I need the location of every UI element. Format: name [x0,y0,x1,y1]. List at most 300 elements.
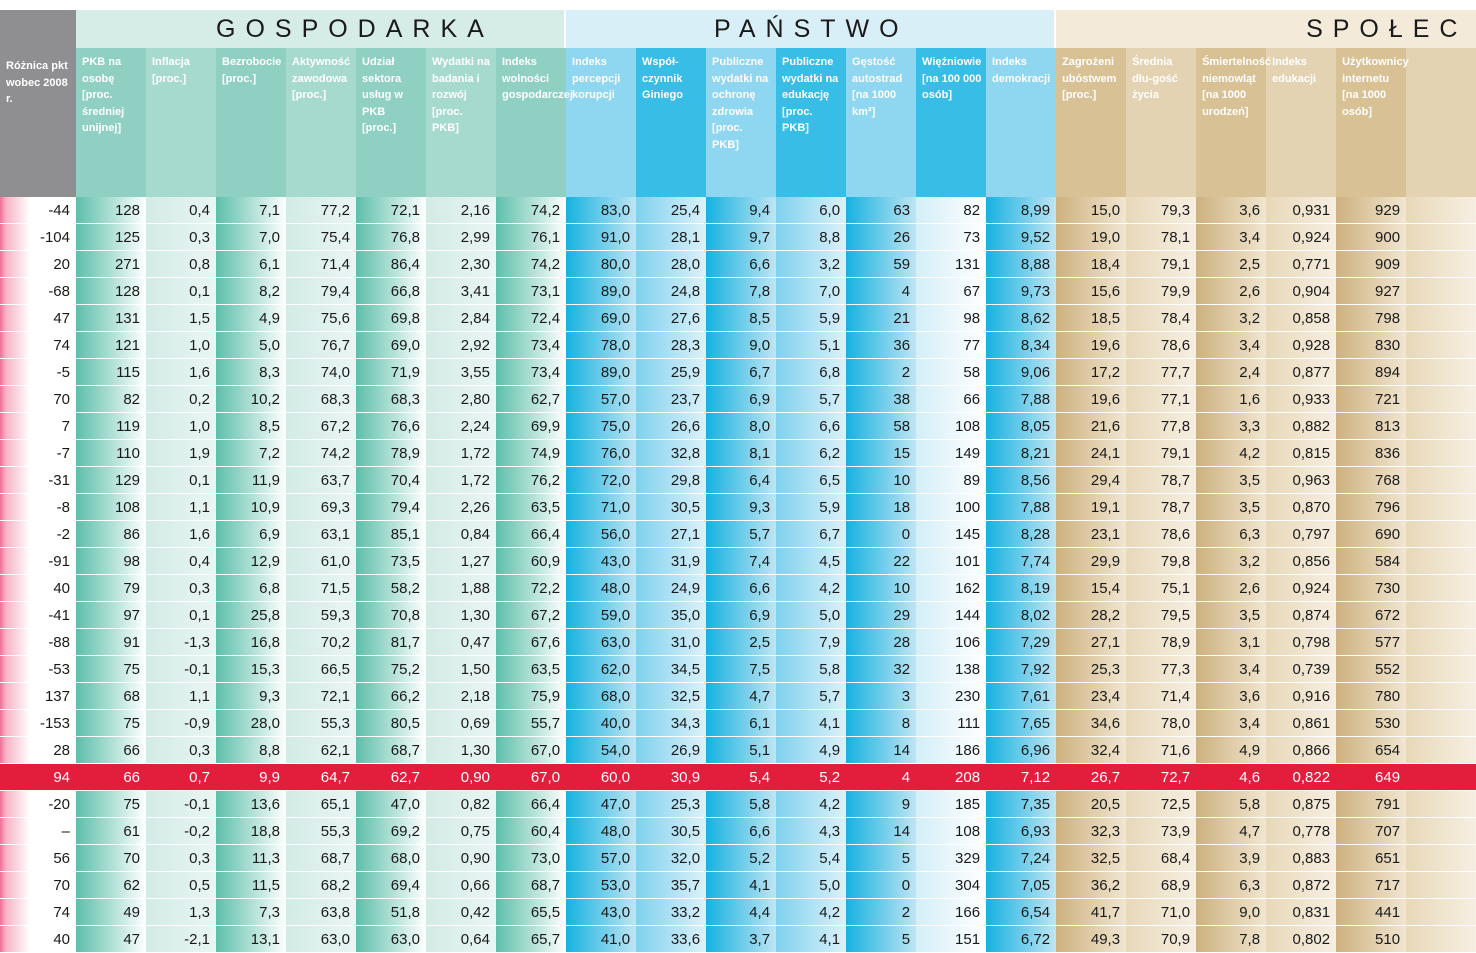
table-cell: 5,2 [776,764,846,791]
table-cell: 25,9 [636,359,706,386]
table-cell: 1,0 [146,332,216,359]
table-cell: 730 [1336,575,1406,602]
table-cell: 61 [76,818,146,845]
cell-difference: 70 [0,872,76,899]
table-cell: 63 [846,197,916,224]
table-cell: 24,9 [636,575,706,602]
table-cell: 27,1 [1056,629,1126,656]
table-cell: 68,7 [496,872,566,899]
table-cell: 0,904 [1266,278,1336,305]
table-cell: 89 [916,467,986,494]
table-cell: 16,8 [216,629,286,656]
table-cell: 49,3 [1056,926,1126,953]
table-cell: 0,861 [1266,710,1336,737]
table-cell: 31,0 [636,629,706,656]
table-cell: 80,0 [566,251,636,278]
table-cell: 0 [846,872,916,899]
table-cell: 138 [916,656,986,683]
table-cell: 768 [1336,467,1406,494]
table-cell: 64,7 [286,764,356,791]
table-cell: 3,5 [1196,467,1266,494]
table-cell: 71,4 [1126,683,1196,710]
table-cell: 78,4 [1126,305,1196,332]
table-cell: 67,0 [496,737,566,764]
table-cell: 128 [76,278,146,305]
table-cell: 0,771 [1266,251,1336,278]
table-cell: 0,1 [146,278,216,305]
table-cell [1406,332,1476,359]
table-cell: 13,6 [216,791,286,818]
table-cell: 32,0 [636,845,706,872]
table-cell: 86,4 [356,251,426,278]
table-cell: 69,4 [356,872,426,899]
cell-difference: 40 [0,575,76,602]
table-cell: 7,35 [986,791,1056,818]
table-cell: 6,9 [706,386,776,413]
table-cell: 780 [1336,683,1406,710]
table-cell: 4,1 [776,926,846,953]
table-cell: 5,0 [216,332,286,359]
table-cell: 1,5 [146,305,216,332]
table-row [0,602,1476,629]
table-cell: 5,8 [1196,791,1266,818]
table-cell: 3,4 [1196,332,1266,359]
table-cell: 70,9 [1126,926,1196,953]
table-cell: 6,72 [986,926,1056,953]
table-cell: 8,1 [706,440,776,467]
table-cell: 24,1 [1056,440,1126,467]
column-header-19 [1406,48,1476,197]
table-cell: 28,0 [636,251,706,278]
table-cell: 7,8 [1196,926,1266,953]
table-cell: 76,2 [496,467,566,494]
cell-difference: -53 [0,656,76,683]
table-cell: 230 [916,683,986,710]
table-cell: 6,3 [1196,521,1266,548]
table-cell: 6,8 [216,575,286,602]
table-cell: 110 [76,440,146,467]
table-cell: 67 [916,278,986,305]
table-cell: 8 [846,710,916,737]
table-cell [1406,845,1476,872]
table-row [0,521,1476,548]
table-cell: 106 [916,629,986,656]
table-cell: 1,6 [146,521,216,548]
table-cell: 15,4 [1056,575,1126,602]
table-cell: 3,5 [1196,494,1266,521]
table-row [0,629,1476,656]
table-cell: 8,2 [216,278,286,305]
table-cell: 6,6 [706,251,776,278]
table-cell: 66,5 [286,656,356,683]
column-header-2: Bezrobocie [proc.] [216,48,286,197]
table-cell: 3,9 [1196,845,1266,872]
table-cell: 26 [846,224,916,251]
table-cell: 23,4 [1056,683,1126,710]
table-cell: 115 [76,359,146,386]
table-cell: 43,0 [566,548,636,575]
table-cell: 19,6 [1056,332,1126,359]
table-cell: 108 [916,818,986,845]
table-cell: 108 [916,413,986,440]
table-cell: 38 [846,386,916,413]
table-cell: -1,3 [146,629,216,656]
table-cell: 651 [1336,845,1406,872]
table-cell: 1,27 [426,548,496,575]
table-cell: 2,30 [426,251,496,278]
table-cell: 68,7 [286,845,356,872]
table-cell: 9,3 [216,683,286,710]
table-cell: 672 [1336,602,1406,629]
table-cell: 836 [1336,440,1406,467]
table-cell: 6,93 [986,818,1056,845]
table-cell: 144 [916,602,986,629]
table-cell: 40,0 [566,710,636,737]
cell-difference: -68 [0,278,76,305]
table-cell: 3,2 [1196,548,1266,575]
table-cell: 66,4 [496,791,566,818]
cell-difference: 56 [0,845,76,872]
table-cell: 71,5 [286,575,356,602]
table-cell: 62,1 [286,737,356,764]
table-cell: 11,9 [216,467,286,494]
table-row [0,386,1476,413]
table-cell: 78,9 [356,440,426,467]
table-cell: 6,1 [216,251,286,278]
table-cell: 75,9 [496,683,566,710]
table-cell: 58 [846,413,916,440]
table-row [0,737,1476,764]
table-cell: 7,88 [986,494,1056,521]
table-cell: 830 [1336,332,1406,359]
table-cell: 1,1 [146,683,216,710]
table-cell: 8,34 [986,332,1056,359]
table-cell: 19,1 [1056,494,1126,521]
table-cell: 79,9 [1126,278,1196,305]
column-header-8: Współ-czynnik Giniego [636,48,706,197]
table-cell: 1,1 [146,494,216,521]
table-cell: 69,0 [356,332,426,359]
table-cell: 131 [76,305,146,332]
table-cell: 15,6 [1056,278,1126,305]
table-cell: 77,2 [286,197,356,224]
table-cell: 73,4 [496,359,566,386]
table-cell: 584 [1336,548,1406,575]
table-cell: 62,7 [356,764,426,791]
table-cell: 10,9 [216,494,286,521]
table-cell: 151 [916,926,986,953]
table-cell: 22 [846,548,916,575]
table-cell: 59,0 [566,602,636,629]
table-cell: 23,1 [1056,521,1126,548]
table-cell: 8,99 [986,197,1056,224]
table-row [0,656,1476,683]
table-cell: 166 [916,899,986,926]
table-cell: 0,856 [1266,548,1336,575]
column-header-3: Aktywność zawodowa [proc.] [286,48,356,197]
table-cell: 0,5 [146,872,216,899]
table-row [0,710,1476,737]
table-cell: 58,2 [356,575,426,602]
table-cell: 81,7 [356,629,426,656]
table-cell: 32,3 [1056,818,1126,845]
table-cell: 0,3 [146,737,216,764]
table-cell: 69,0 [566,305,636,332]
table-cell: 98 [916,305,986,332]
table-cell: 0,82 [426,791,496,818]
table-cell: 30,9 [636,764,706,791]
table-cell: 1,72 [426,467,496,494]
table-cell: 57,0 [566,845,636,872]
table-cell: 929 [1336,197,1406,224]
table-cell: 61,0 [286,548,356,575]
table-cell: 32,5 [636,683,706,710]
cell-difference: -20 [0,791,76,818]
table-cell: 78,7 [1126,467,1196,494]
table-cell [1406,791,1476,818]
table-cell: 6,7 [706,359,776,386]
table-cell: 58 [916,359,986,386]
cell-difference: 137 [0,683,76,710]
table-cell: 31,9 [636,548,706,575]
table-cell: 6,6 [706,818,776,845]
table-cell: 8,8 [216,737,286,764]
table-cell: 7,9 [776,629,846,656]
column-header-0: PKB na osobę [proc. średniej unijnej] [76,48,146,197]
table-cell: 29,4 [1056,467,1126,494]
table-cell: 59 [846,251,916,278]
cell-difference: 40 [0,926,76,953]
table-cell: 23,7 [636,386,706,413]
table-cell: 28,1 [636,224,706,251]
table-cell: 6,2 [776,440,846,467]
cell-difference: 70 [0,386,76,413]
table-cell: -0,1 [146,656,216,683]
table-cell: 6,6 [776,413,846,440]
table-cell: 69,8 [356,305,426,332]
table-cell: 66,4 [496,521,566,548]
table-cell: 8,8 [776,224,846,251]
table-cell: 3,6 [1196,683,1266,710]
table-cell: 4,9 [1196,737,1266,764]
table-cell: 0,66 [426,872,496,899]
table-cell: 72,0 [566,467,636,494]
table-cell: 0,963 [1266,467,1336,494]
table-cell: 3,5 [1196,602,1266,629]
table-cell: 78,6 [1126,332,1196,359]
table-cell: 7,2 [216,440,286,467]
cell-difference: -5 [0,359,76,386]
table-cell: 0,802 [1266,926,1336,953]
cell-difference: -44 [0,197,76,224]
table-cell: 128 [76,197,146,224]
table-cell: 7,0 [216,224,286,251]
table-cell: 43,0 [566,899,636,926]
table-cell: 0,872 [1266,872,1336,899]
table-cell: 0 [846,521,916,548]
table-cell: 63,0 [566,629,636,656]
table-cell [1406,278,1476,305]
table-cell: 67,0 [496,764,566,791]
table-cell: 0,1 [146,602,216,629]
cell-difference: – [0,818,76,845]
column-header-difference: Różnica pkt wobec 2008 r. [0,48,76,197]
table-cell: 0,7 [146,764,216,791]
section-header-społec [1056,10,1476,48]
table-cell: 78,0 [1126,710,1196,737]
table-cell: 6,54 [986,899,1056,926]
table-cell: 74,9 [496,440,566,467]
table-cell: 66 [76,764,146,791]
table-cell: 7,3 [216,899,286,926]
table-row [0,899,1476,926]
table-cell: 441 [1336,899,1406,926]
table-cell: 77,1 [1126,386,1196,413]
table-row [0,413,1476,440]
table-cell: 0,875 [1266,791,1336,818]
table-cell: 2,5 [706,629,776,656]
table-cell: 55,3 [286,818,356,845]
table-cell: 75 [76,710,146,737]
table-cell: 0,882 [1266,413,1336,440]
table-cell: 75,2 [356,656,426,683]
table-cell: 82 [76,386,146,413]
cell-difference: -2 [0,521,76,548]
table-cell: 91 [76,629,146,656]
table-cell [1406,440,1476,467]
table-cell: 73,0 [496,845,566,872]
table-cell: 145 [916,521,986,548]
table-cell: 75 [76,656,146,683]
cell-difference: 7 [0,413,76,440]
table-row [0,359,1476,386]
table-cell: 25,4 [636,197,706,224]
table-cell: 17,2 [1056,359,1126,386]
table-cell: 78,9 [1126,629,1196,656]
table-cell: 3,6 [1196,197,1266,224]
table-cell: 7,8 [706,278,776,305]
table-cell: 68,9 [1126,872,1196,899]
table-body [0,197,1476,953]
table-cell: 3 [846,683,916,710]
table-cell: 18,4 [1056,251,1126,278]
column-header-5: Wydatki na badania i rozwój [proc. PKB] [426,48,496,197]
cell-difference: -7 [0,440,76,467]
statistics-table [0,10,1476,953]
table-cell: 72,5 [1126,791,1196,818]
table-cell: 690 [1336,521,1406,548]
table-cell: 7,0 [776,278,846,305]
table-cell: 73,4 [496,332,566,359]
table-cell: 7,12 [986,764,1056,791]
table-cell: 33,2 [636,899,706,926]
table-cell: 25,8 [216,602,286,629]
table-cell [1406,683,1476,710]
table-cell: 8,56 [986,467,1056,494]
column-header-14: Zagrożeni ubóstwem [proc.] [1056,48,1126,197]
table-cell: 28,3 [636,332,706,359]
table-cell: 5,7 [776,683,846,710]
table-cell: 0,883 [1266,845,1336,872]
table-cell: 0,42 [426,899,496,926]
table-cell [1406,521,1476,548]
table-cell: 34,5 [636,656,706,683]
table-cell: 71,6 [1126,737,1196,764]
table-cell: 74,2 [496,251,566,278]
section-header-row [0,10,1476,48]
column-header-4: Udział sektora usług w PKB [proc.] [356,48,426,197]
table-cell: 5,4 [706,764,776,791]
table-cell [1406,872,1476,899]
table-cell: 41,7 [1056,899,1126,926]
table-cell: 10 [846,575,916,602]
column-header-row [0,48,1476,197]
table-row [0,575,1476,602]
table-cell: 71,0 [566,494,636,521]
table-cell [1406,818,1476,845]
table-cell: 76,0 [566,440,636,467]
section-title: GOSPODARKA [216,14,494,43]
table-cell: 65,7 [496,926,566,953]
cell-difference: -153 [0,710,76,737]
table-cell: 19,0 [1056,224,1126,251]
table-cell: 0,84 [426,521,496,548]
table-row [0,872,1476,899]
section-header-państwo [566,10,1056,48]
table-cell: 0,69 [426,710,496,737]
table-cell [1406,251,1476,278]
table-cell: 19,6 [1056,386,1126,413]
table-cell: 0,798 [1266,629,1336,656]
table-cell: 35,7 [636,872,706,899]
table-cell: 32,8 [636,440,706,467]
table-cell: 2,24 [426,413,496,440]
table-cell: 1,6 [146,359,216,386]
column-header-9: Publiczne wydatki na ochronę zdrowia [proc. PKB] [706,48,776,197]
table-cell: 3,2 [776,251,846,278]
table-cell: 791 [1336,791,1406,818]
column-header-16: Śmiertelność niemowląt [na 1000 urodzeń] [1196,48,1266,197]
table-cell: 5 [846,845,916,872]
table-cell: 108 [76,494,146,521]
table-cell: 2,4 [1196,359,1266,386]
table-cell: 68 [76,683,146,710]
table-cell: 9,06 [986,359,1056,386]
table-cell: 649 [1336,764,1406,791]
table-cell: 9 [846,791,916,818]
table-cell: 121 [76,332,146,359]
table-cell: 15,0 [1056,197,1126,224]
column-header-1: Inflacja [proc.] [146,48,216,197]
table-cell: 304 [916,872,986,899]
table-cell [1406,926,1476,953]
table-cell: 2,18 [426,683,496,710]
table-cell: 0,877 [1266,359,1336,386]
table-cell: 0,815 [1266,440,1336,467]
column-header-18: Użytkownicy internetu [na 1000 osób] [1336,48,1406,197]
table-cell: 7,61 [986,683,1056,710]
table-cell: 73,9 [1126,818,1196,845]
table-cell: 3,55 [426,359,496,386]
table-cell: 162 [916,575,986,602]
table-cell: 4,2 [776,791,846,818]
column-header-10: Publiczne wydatki na edukację [proc. PKB] [776,48,846,197]
table-cell: 5,8 [706,791,776,818]
table-cell: 7,29 [986,629,1056,656]
table-row [0,224,1476,251]
table-cell: 510 [1336,926,1406,953]
table-cell: 0,90 [426,764,496,791]
